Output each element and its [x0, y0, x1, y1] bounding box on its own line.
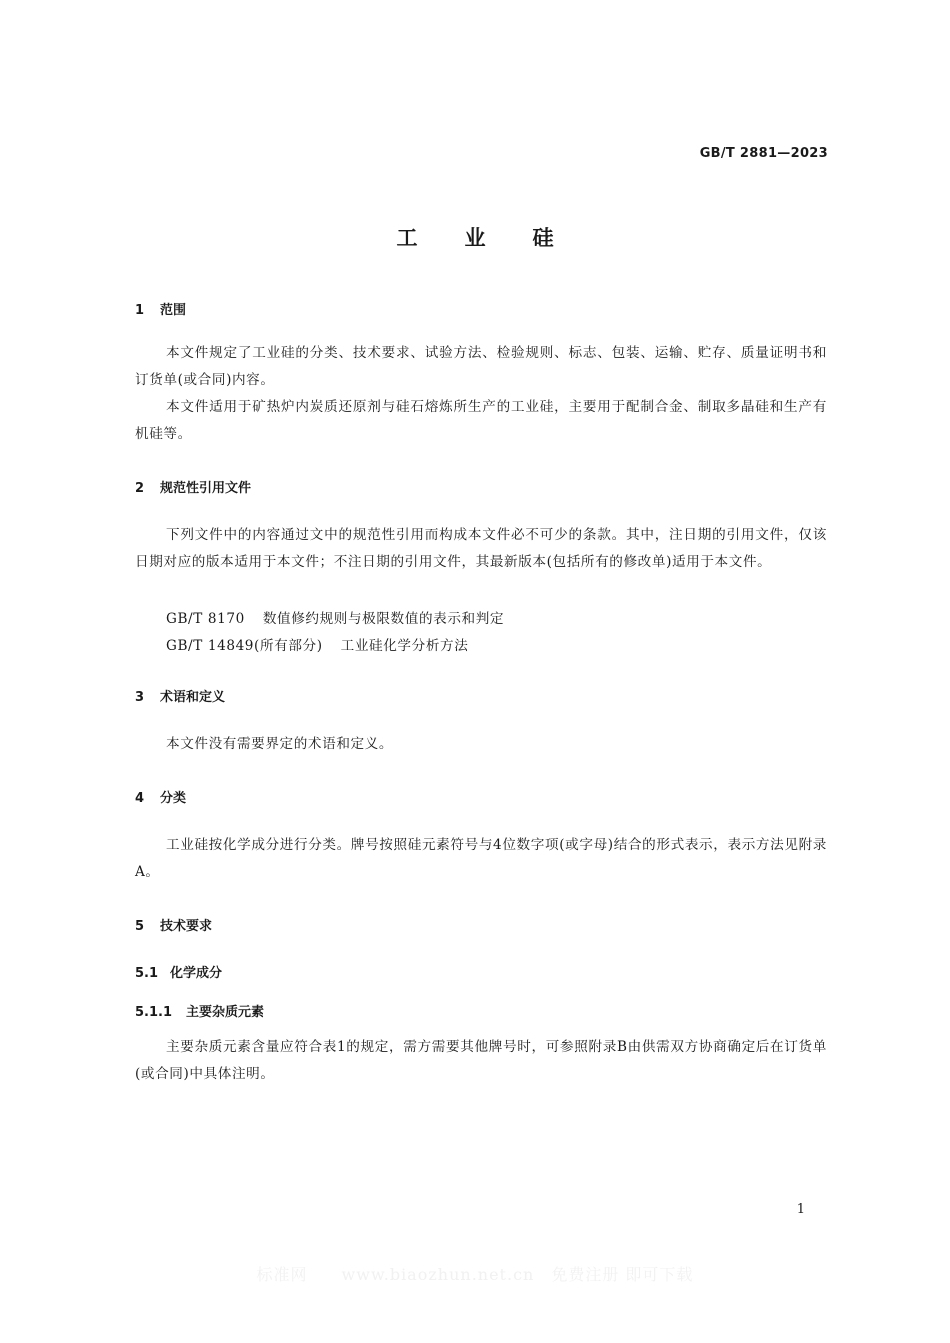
reference-item [166, 607, 504, 627]
section-5-1-1-paragraph-1: 主要杂质元素含量应符合表1的规定，需方需要其他牌号时，可参照附录B由供需双方协商确定后在订货单(或合同)中具体注明。 [135, 1039, 827, 1082]
section-1-paragraph-1: 本文件规定了工业硅的分类、技术要求、试验方法、检验规则、标志、包装、运输、贮存、质量证明书和订货单(或合同)内容。 [135, 345, 827, 388]
section-4-paragraph-1: 工业硅按化学成分进行分类。牌号按照硅元素符号与4位数字项(或字母)结合的形式表示，表示方法见附录A。 [135, 837, 827, 880]
section-5-heading [135, 915, 212, 934]
section-1-paragraph-2: 本文件适用于矿热炉内炭质还原剂与硅石熔炼所生产的工业硅，主要用于配制合金、制取多晶硅和生产有机硅等。 [135, 399, 827, 442]
section-2-paragraph-1: 下列文件中的内容通过文中的规范性引用而构成本文件必不可少的条款。其中，注日期的引用文件，仅该日期对应的版本适用于本文件；不注日期的引用文件，其最新版本(包括所有的修改单)适用于本文件。 [135, 527, 827, 570]
section-number: 5.1.1 [135, 1005, 173, 1020]
section-4-heading [135, 787, 186, 806]
document-title: 工业硅 [396, 226, 601, 250]
section-number: 3 [135, 690, 145, 705]
section-2-heading [135, 477, 251, 496]
reference-code: GB/T 8170 [166, 611, 245, 627]
section-5-1-1-heading [135, 1001, 264, 1020]
section-title: 范围 [160, 303, 187, 318]
section-number: 2 [135, 481, 145, 496]
section-title: 主要杂质元素 [186, 1005, 265, 1020]
section-title: 术语和定义 [160, 690, 226, 705]
section-3-paragraph-1: 本文件没有需要界定的术语和定义。 [166, 736, 394, 752]
section-5-1-heading [135, 962, 222, 981]
reference-code: GB/T 14849(所有部分) [166, 638, 323, 654]
section-1-heading [135, 299, 186, 318]
document-code: GB/T 2881—2023 [699, 146, 828, 161]
reference-item [166, 634, 468, 654]
section-title: 规范性引用文件 [160, 481, 252, 496]
page-number: 1 [796, 1202, 805, 1217]
watermark-text: 标准网 www.biaozhun.net.cn 免费注册 即可下载 [256, 1265, 694, 1284]
section-number: 5 [135, 919, 145, 934]
section-title: 技术要求 [160, 919, 213, 934]
section-number: 4 [135, 791, 145, 806]
section-number: 1 [135, 303, 145, 318]
reference-name: 数值修约规则与极限数值的表示和判定 [262, 611, 505, 627]
reference-name: 工业硅化学分析方法 [340, 638, 469, 654]
section-3-heading [135, 686, 225, 705]
section-number: 5.1 [135, 966, 159, 981]
section-title: 化学成分 [170, 966, 223, 981]
section-title: 分类 [160, 791, 187, 806]
